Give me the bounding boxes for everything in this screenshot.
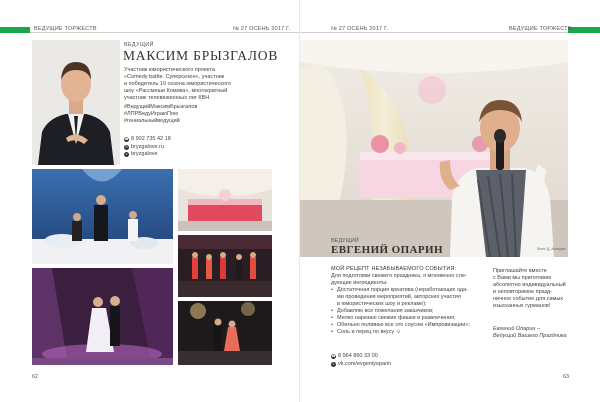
host-contacts	[331, 353, 391, 368]
phone-number: 8 902 735 42 18	[131, 136, 171, 142]
page-number: 62	[32, 374, 39, 380]
vk-icon: v	[125, 152, 128, 157]
header-accent-bar	[0, 27, 30, 33]
ingredient-item: • Обильно поливаю все это соусом «Импровизации»;	[331, 322, 486, 329]
header-accent-bar	[568, 27, 600, 33]
invite-line: абсолютно индивидуальный	[493, 282, 566, 288]
ingredient-item: ми проведения мероприятий, авторских участия	[337, 294, 461, 300]
invite-line: изысканных гурманов!	[493, 303, 551, 309]
vk-handle: bryzgalove	[131, 151, 158, 158]
hero-photo	[300, 40, 568, 257]
hashtag: #ВедущийМаксимБрызгалов	[124, 104, 198, 110]
bio-line: Участник юмористического проекта	[124, 67, 215, 73]
page-number: 63	[563, 374, 570, 380]
ingredient-item: • Мелко нарезаю свежие фишки и развлечения;	[331, 315, 486, 322]
host-name: МАКСИМ БРЫЗГАЛОВ	[123, 48, 279, 63]
signature	[493, 326, 573, 340]
contact-phone[interactable]	[124, 136, 171, 144]
portrait-photo	[32, 40, 120, 165]
ingredient-item: в юмористических шоу и рекламе);	[337, 301, 427, 307]
hashtags	[124, 104, 274, 125]
issue-label: № 27 ОСЕНЬ 2017 Г.	[233, 26, 291, 32]
recipe-ingredients	[331, 287, 486, 336]
host-contacts	[124, 136, 171, 159]
section-label: ВЕДУЩИЕ ТОРЖЕСТВ	[509, 26, 572, 32]
contact-vk[interactable]	[124, 151, 171, 159]
hashtag: #гениальныйведущий	[124, 118, 180, 124]
photo-wedding-table	[32, 169, 173, 264]
header-rule	[30, 32, 300, 33]
photo-stage-performance	[178, 301, 272, 365]
host-role-label: ВЕДУЩИЙ	[124, 42, 154, 48]
invite-line: Приглашайте вместе	[493, 268, 547, 274]
bio-line: шоу «Рассмеши Комика», многократный	[124, 88, 228, 94]
contact-website[interactable]	[124, 144, 171, 152]
invite-line: и неповторимое празд-	[493, 289, 553, 295]
intro-line: дующие ингредиенты:	[331, 280, 388, 286]
sign-line: Евгений Опарин –	[493, 326, 541, 332]
hashtag: #ЛПРВедуИграюПою	[124, 111, 179, 117]
vk-icon: v	[332, 361, 335, 366]
invitation-text	[493, 268, 573, 310]
photo-dance-show	[178, 235, 272, 297]
bio-line: «Comedy battle. Суперсезон», участник	[124, 74, 225, 80]
header-rule	[300, 32, 568, 33]
skype-icon: S	[125, 144, 128, 149]
recipe-title: МОЙ РЕЦЕПТ НЕЗАБЫВАЕМОГО СОБЫТИЯ:	[331, 266, 457, 272]
contact-phone[interactable]	[331, 353, 391, 361]
issue-label: № 27 ОСЕНЬ 2017 Г.	[331, 26, 389, 32]
phone-icon: ☎	[331, 354, 336, 359]
invite-line: ничное событие для самых	[493, 296, 564, 302]
photo-first-dance	[32, 268, 173, 365]
sign-line: Ведущий Вашего Праздника	[493, 333, 567, 339]
ingredient-item: • Добавляю все пожелания заказчиков;	[331, 308, 486, 315]
intro-line: Для подготовки свежего праздника, я мгновенно сле-	[331, 273, 467, 279]
photo-credit: Фото: Д. Ахмедов	[537, 247, 566, 251]
ingredient-item: • Соль и перец по вкусу ☺	[331, 329, 486, 336]
recipe-intro	[331, 273, 481, 287]
invite-line: с Вами мы приготовим	[493, 275, 551, 281]
host-role-label: ВЕДУЩИЙ	[331, 238, 359, 244]
vk-link: vk.com/evgeniyoparin	[338, 360, 392, 367]
website-link: bryzgalove.ru	[131, 143, 165, 150]
section-label: ВЕДУЩИЕ ТОРЖЕСТВ	[34, 26, 97, 32]
ingredient-item: • Достаточная порция креатива (неработающих ода-	[331, 287, 486, 294]
contact-vk[interactable]	[331, 361, 391, 369]
bio-line: и победитель 10 сезона юмористического	[124, 81, 231, 87]
phone-icon: ☎	[124, 137, 129, 142]
photo-hall-decor	[178, 169, 272, 231]
host-bio	[124, 67, 274, 102]
host-name: ЕВГЕНИЙ ОПАРИН	[331, 244, 443, 256]
phone-number: 8 964 860 33 00	[338, 353, 378, 359]
bio-line: участник телевизионных лиг КВН.	[124, 95, 211, 101]
